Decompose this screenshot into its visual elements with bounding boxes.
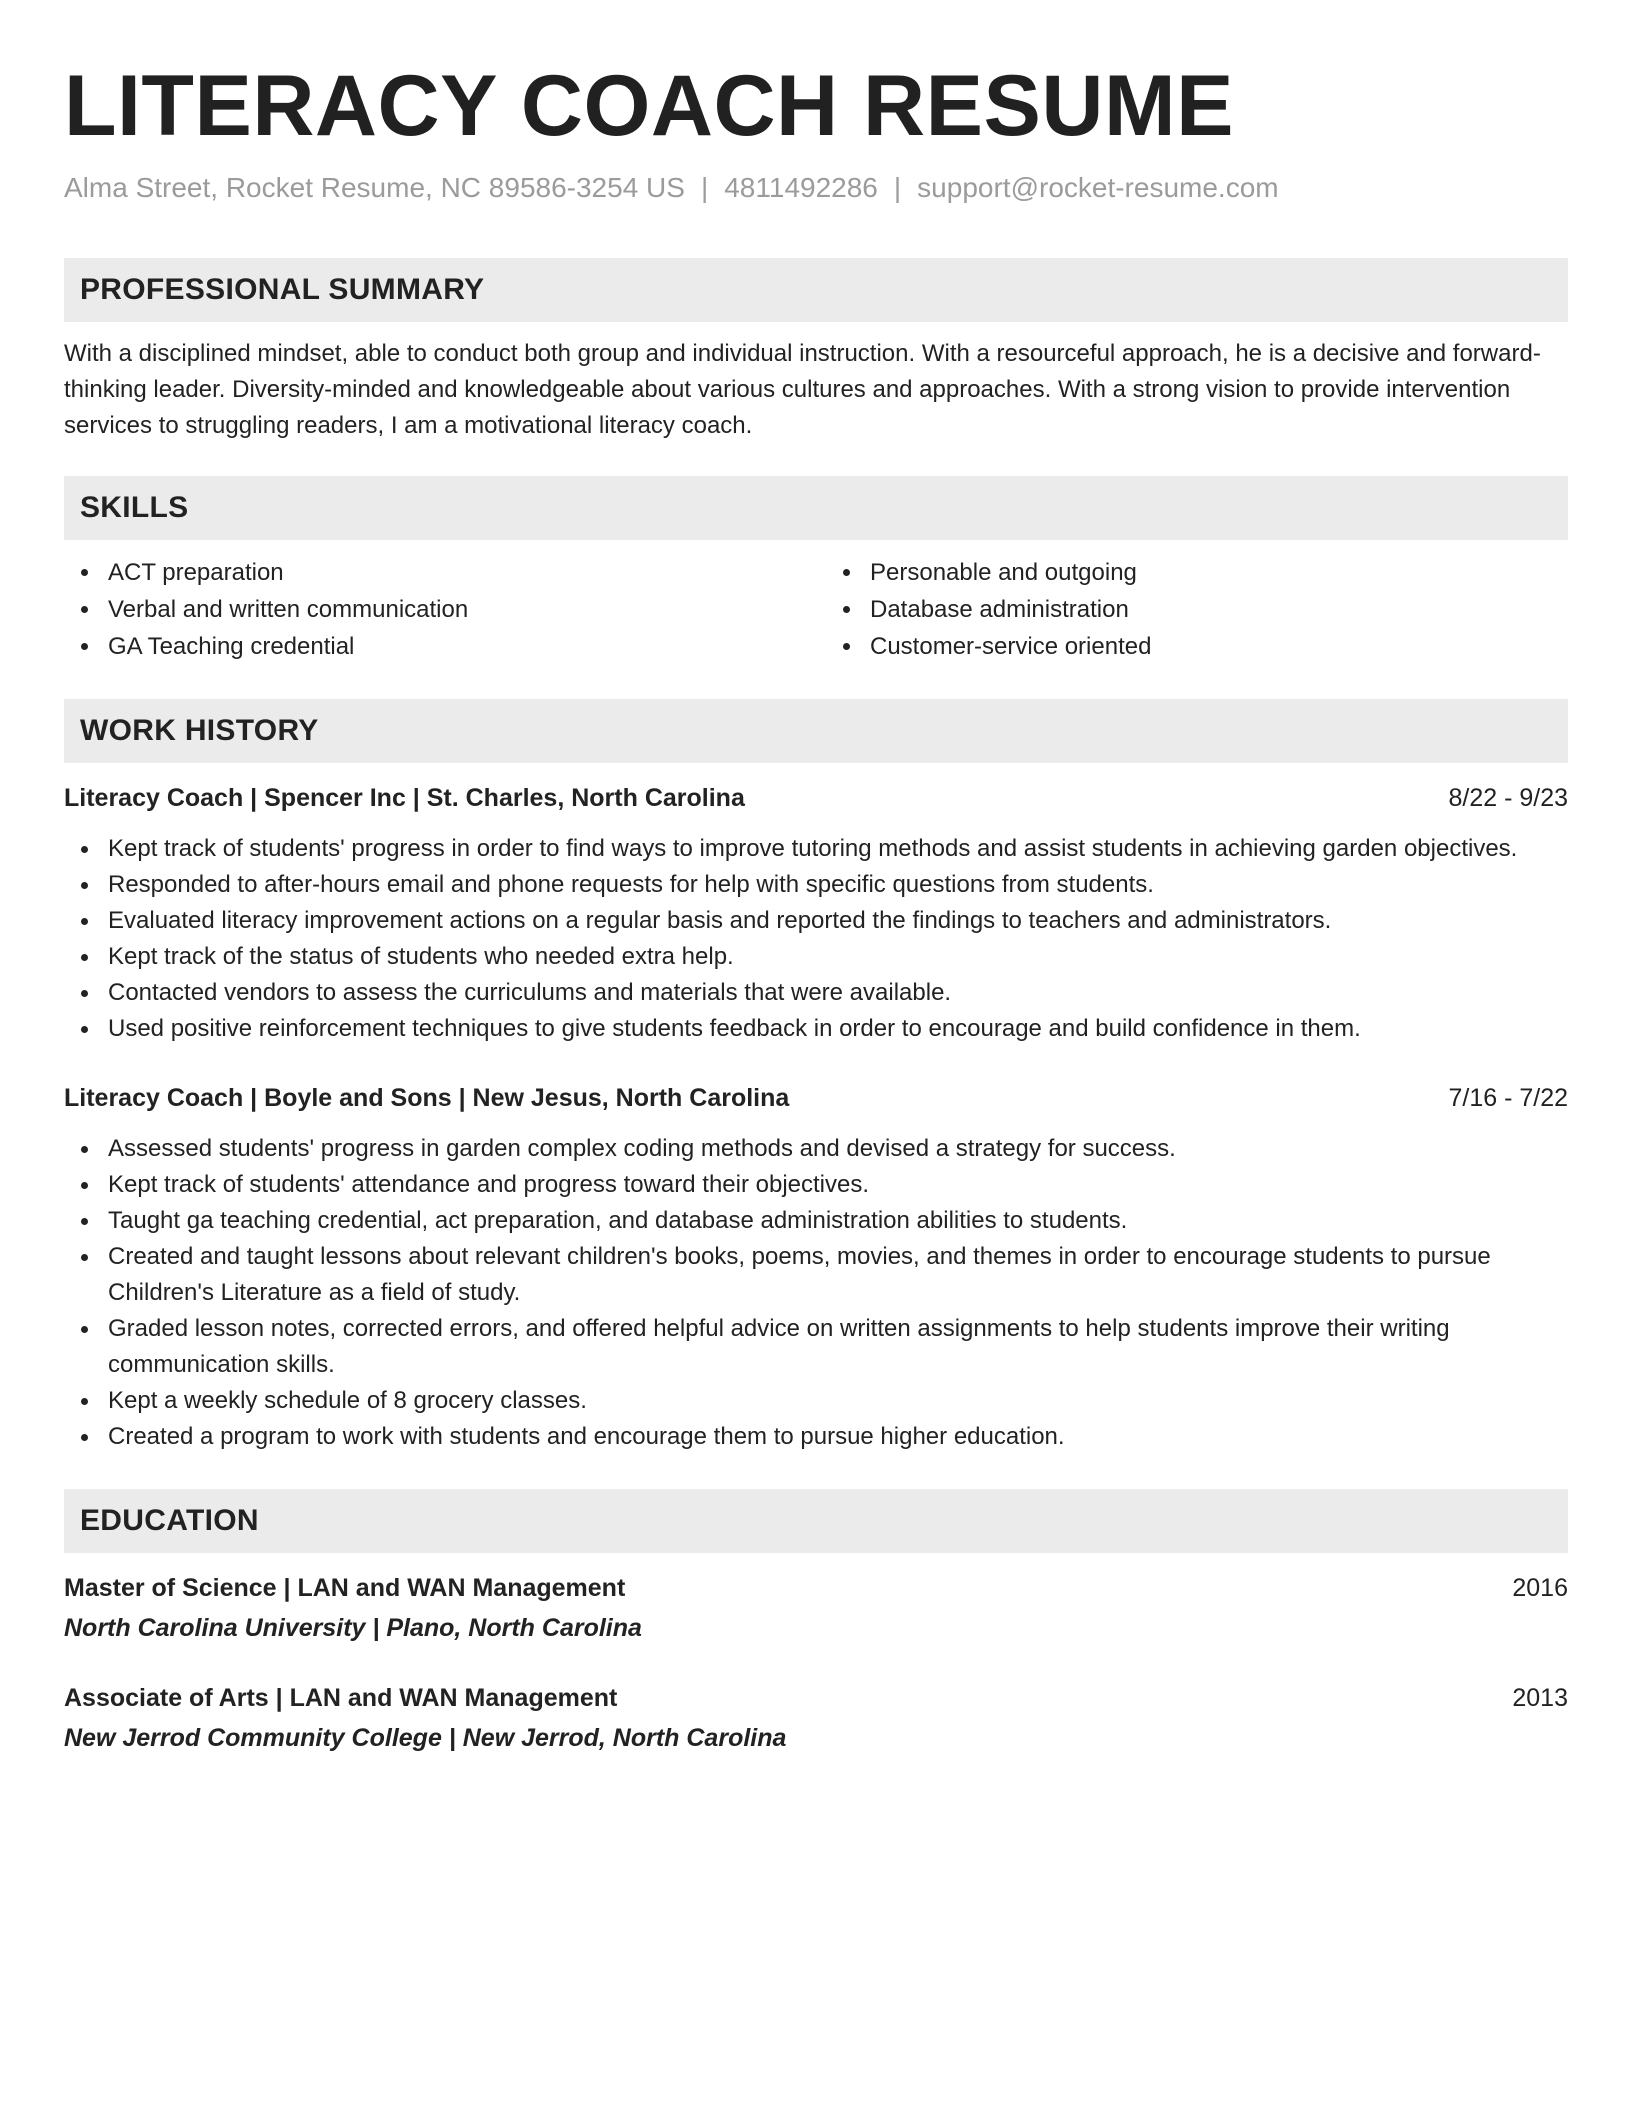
job-heading	[64, 779, 1568, 817]
skill-item: ACT preparation	[64, 554, 806, 591]
job-duties	[64, 1131, 1568, 1455]
job-duty: Taught ga teaching credential, act preparation, and database administration abilities to students.	[64, 1203, 1568, 1239]
job-title: Literacy Coach | Spencer Inc | St. Charles, North Carolina	[64, 784, 745, 812]
job-duty: Kept a weekly schedule of 8 grocery classes.	[64, 1383, 1568, 1419]
job-duty: Used positive reinforcement techniques to give students feedback in order to encourage and build confidence in them.	[64, 1011, 1568, 1047]
job-duty: Created and taught lessons about relevant children's books, poems, movies, and themes in order to encourage students to pursue Children's Literature as a field of study.	[64, 1239, 1568, 1311]
job-entry	[64, 779, 1568, 1047]
section-header-summary: PROFESSIONAL SUMMARY	[64, 258, 1568, 322]
job-duty: Kept track of students' progress in order to find ways to improve tutoring methods and assist students in achieving garden objectives.	[64, 831, 1568, 867]
job-duty: Kept track of the status of students who needed extra help.	[64, 939, 1568, 975]
education-heading	[64, 1679, 1568, 1717]
job-duty: Graded lesson notes, corrected errors, and offered helpful advice on written assignments to help students improve their writing communication skills.	[64, 1311, 1568, 1383]
job-duty: Kept track of students' attendance and progress toward their objectives.	[64, 1167, 1568, 1203]
job-duty: Contacted vendors to assess the curriculums and materials that were available.	[64, 975, 1568, 1011]
contact-separator: |	[700, 172, 709, 203]
job-title: Literacy Coach | Boyle and Sons | New Jesus, North Carolina	[64, 1084, 790, 1112]
skills-column-left	[64, 554, 806, 665]
summary-text: With a disciplined mindset, able to conduct both group and individual instruction. With a resourceful approach, he is a decisive and forward-thinking leader. Diversity-minded and knowledgeable about various cultures and approaches. With a strong vision to provide intervention services to struggling readers, I am a motivational literacy coach.	[64, 340, 1541, 439]
education-heading	[64, 1569, 1568, 1607]
skill-item: Personable and outgoing	[826, 554, 1568, 591]
job-entry	[64, 1079, 1568, 1455]
job-dates: 8/22 - 9/23	[1448, 784, 1568, 812]
job-duty: Responded to after-hours email and phone requests for help with specific questions from students.	[64, 867, 1568, 903]
education-degree: Master of Science | LAN and WAN Management	[64, 1574, 626, 1602]
contact-line	[64, 168, 1568, 208]
job-duty: Assessed students' progress in garden complex coding methods and devised a strategy for success.	[64, 1131, 1568, 1167]
job-duties	[64, 831, 1568, 1047]
education-entry	[64, 1569, 1568, 1647]
job-dates: 7/16 - 7/22	[1448, 1084, 1568, 1112]
contact-phone: 4811492286	[724, 172, 878, 203]
skills-list	[64, 554, 1568, 665]
job-duty: Evaluated literacy improvement actions on a regular basis and reported the findings to teachers and administrators.	[64, 903, 1568, 939]
skill-item: Customer-service oriented	[826, 628, 1568, 665]
resume-title: LITERACY COACH RESUME	[64, 58, 1234, 154]
education-school: North Carolina University | Plano, North Carolina	[64, 1614, 642, 1642]
education-entry	[64, 1679, 1568, 1757]
section-header-work-history: WORK HISTORY	[64, 699, 1568, 763]
contact-separator: |	[893, 172, 902, 203]
education-degree: Associate of Arts | LAN and WAN Management	[64, 1684, 618, 1712]
section-header-education: EDUCATION	[64, 1489, 1568, 1553]
skills-column-right	[826, 554, 1568, 665]
job-heading	[64, 1079, 1568, 1117]
job-duty: Created a program to work with students and encourage them to pursue higher education.	[64, 1419, 1568, 1455]
education-year: 2013	[1512, 1684, 1568, 1712]
contact-email: support@rocket-resume.com	[917, 172, 1279, 203]
skill-item: Verbal and written communication	[64, 591, 806, 628]
skill-item: GA Teaching credential	[64, 628, 806, 665]
education-school: New Jerrod Community College | New Jerrod, North Carolina	[64, 1724, 787, 1752]
contact-address: Alma Street, Rocket Resume, NC 89586-3254 US	[64, 172, 685, 203]
section-header-skills: SKILLS	[64, 476, 1568, 540]
education-year: 2016	[1512, 1574, 1568, 1602]
skill-item: Database administration	[826, 591, 1568, 628]
